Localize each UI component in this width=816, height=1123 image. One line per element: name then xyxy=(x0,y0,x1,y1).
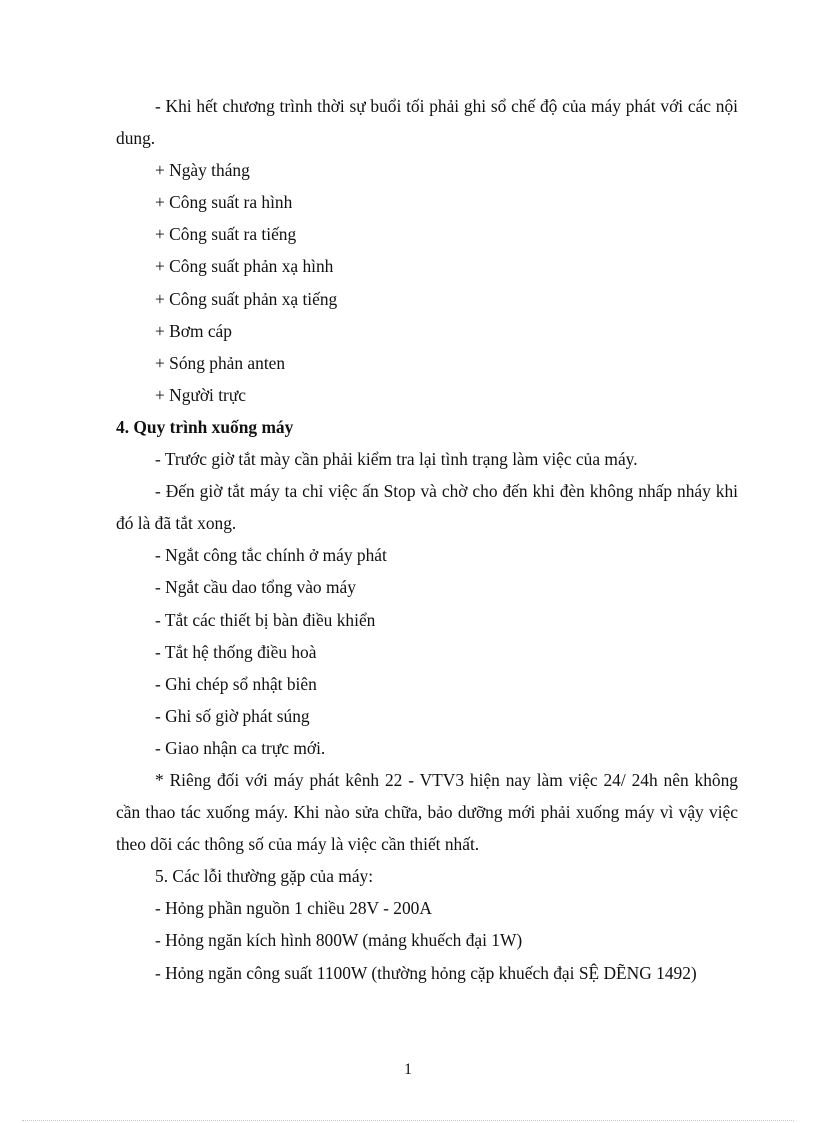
section-heading-shutdown: 4. Quy trình xuống máy xyxy=(116,416,294,437)
list-item-control-desk: - Tắt các thiết bị bàn điều khiển xyxy=(155,609,376,630)
list-item-date: + Ngày tháng xyxy=(155,160,250,181)
section-heading-common-faults: 5. Các lỗi thường gặp của máy: xyxy=(155,866,374,887)
list-item-shift-handover: - Giao nhận ca trực mới. xyxy=(155,737,326,758)
list-item-transmit-hours: - Ghi số giờ phát súng xyxy=(155,705,310,726)
page-bottom-divider xyxy=(22,1120,794,1121)
document-body xyxy=(116,90,738,989)
paragraph-press-stop: - Đến giờ tắt máy ta chỉ việc ấn Stop và chờ cho đến khi đèn không nhấp nháy khi đó là đã tắt xong. xyxy=(116,481,738,534)
list-item-logbook: - Ghi chép sổ nhật biên xyxy=(155,673,317,694)
list-item-master-breaker: - Ngắt cầu dao tổng vào máy xyxy=(155,577,356,598)
list-item-video-reflected-power: + Công suất phản xạ hình xyxy=(155,256,334,277)
paragraph-channel-22-note: * Riêng đối với máy phát kênh 22 - VTV3 hiện nay làm việc 24/ 24h nên không cần thao tác xuống máy. Khi nào sửa chữa, bảo dưỡng mới phải xuống máy vì vậy việc theo dõi các thông số của máy là việc cần thiết nhất. xyxy=(116,769,738,855)
list-item-cable-pump: + Bơm cáp xyxy=(155,320,232,341)
list-item-main-switch: - Ngắt công tắc chính ở máy phát xyxy=(155,545,387,566)
list-item-audio-power: + Công suất ra tiếng xyxy=(155,224,297,245)
list-item-power-stage-fault: - Hỏng ngăn công suất 1100W (thường hỏng cặp khuếch đại SỆ DẼNG 1492) xyxy=(155,962,697,983)
list-item-exciter-fault: - Hỏng ngăn kích hình 800W (mảng khuếch đại 1W) xyxy=(155,930,523,951)
paragraph-check-status: - Trước giờ tắt mày cần phải kiểm tra lại tình trạng làm việc của máy. xyxy=(155,449,638,470)
page-number: 1 xyxy=(404,1061,412,1078)
list-item-video-power: + Công suất ra hình xyxy=(155,192,293,213)
list-item-audio-reflected-power: + Công suất phản xạ tiếng xyxy=(155,288,338,309)
list-item-dc-supply-fault: - Hỏng phần nguồn 1 chiều 28V - 200A xyxy=(155,898,432,919)
list-item-air-conditioning: - Tắt hệ thống điều hoà xyxy=(155,641,317,662)
list-item-operator: + Người trực xyxy=(155,384,246,405)
list-item-antenna-reflection: + Sóng phản anten xyxy=(155,352,286,373)
paragraph-evening-log: - Khi hết chương trình thời sự buổi tối phải ghi sổ chế độ của máy phát với các nội dung. xyxy=(116,96,738,149)
